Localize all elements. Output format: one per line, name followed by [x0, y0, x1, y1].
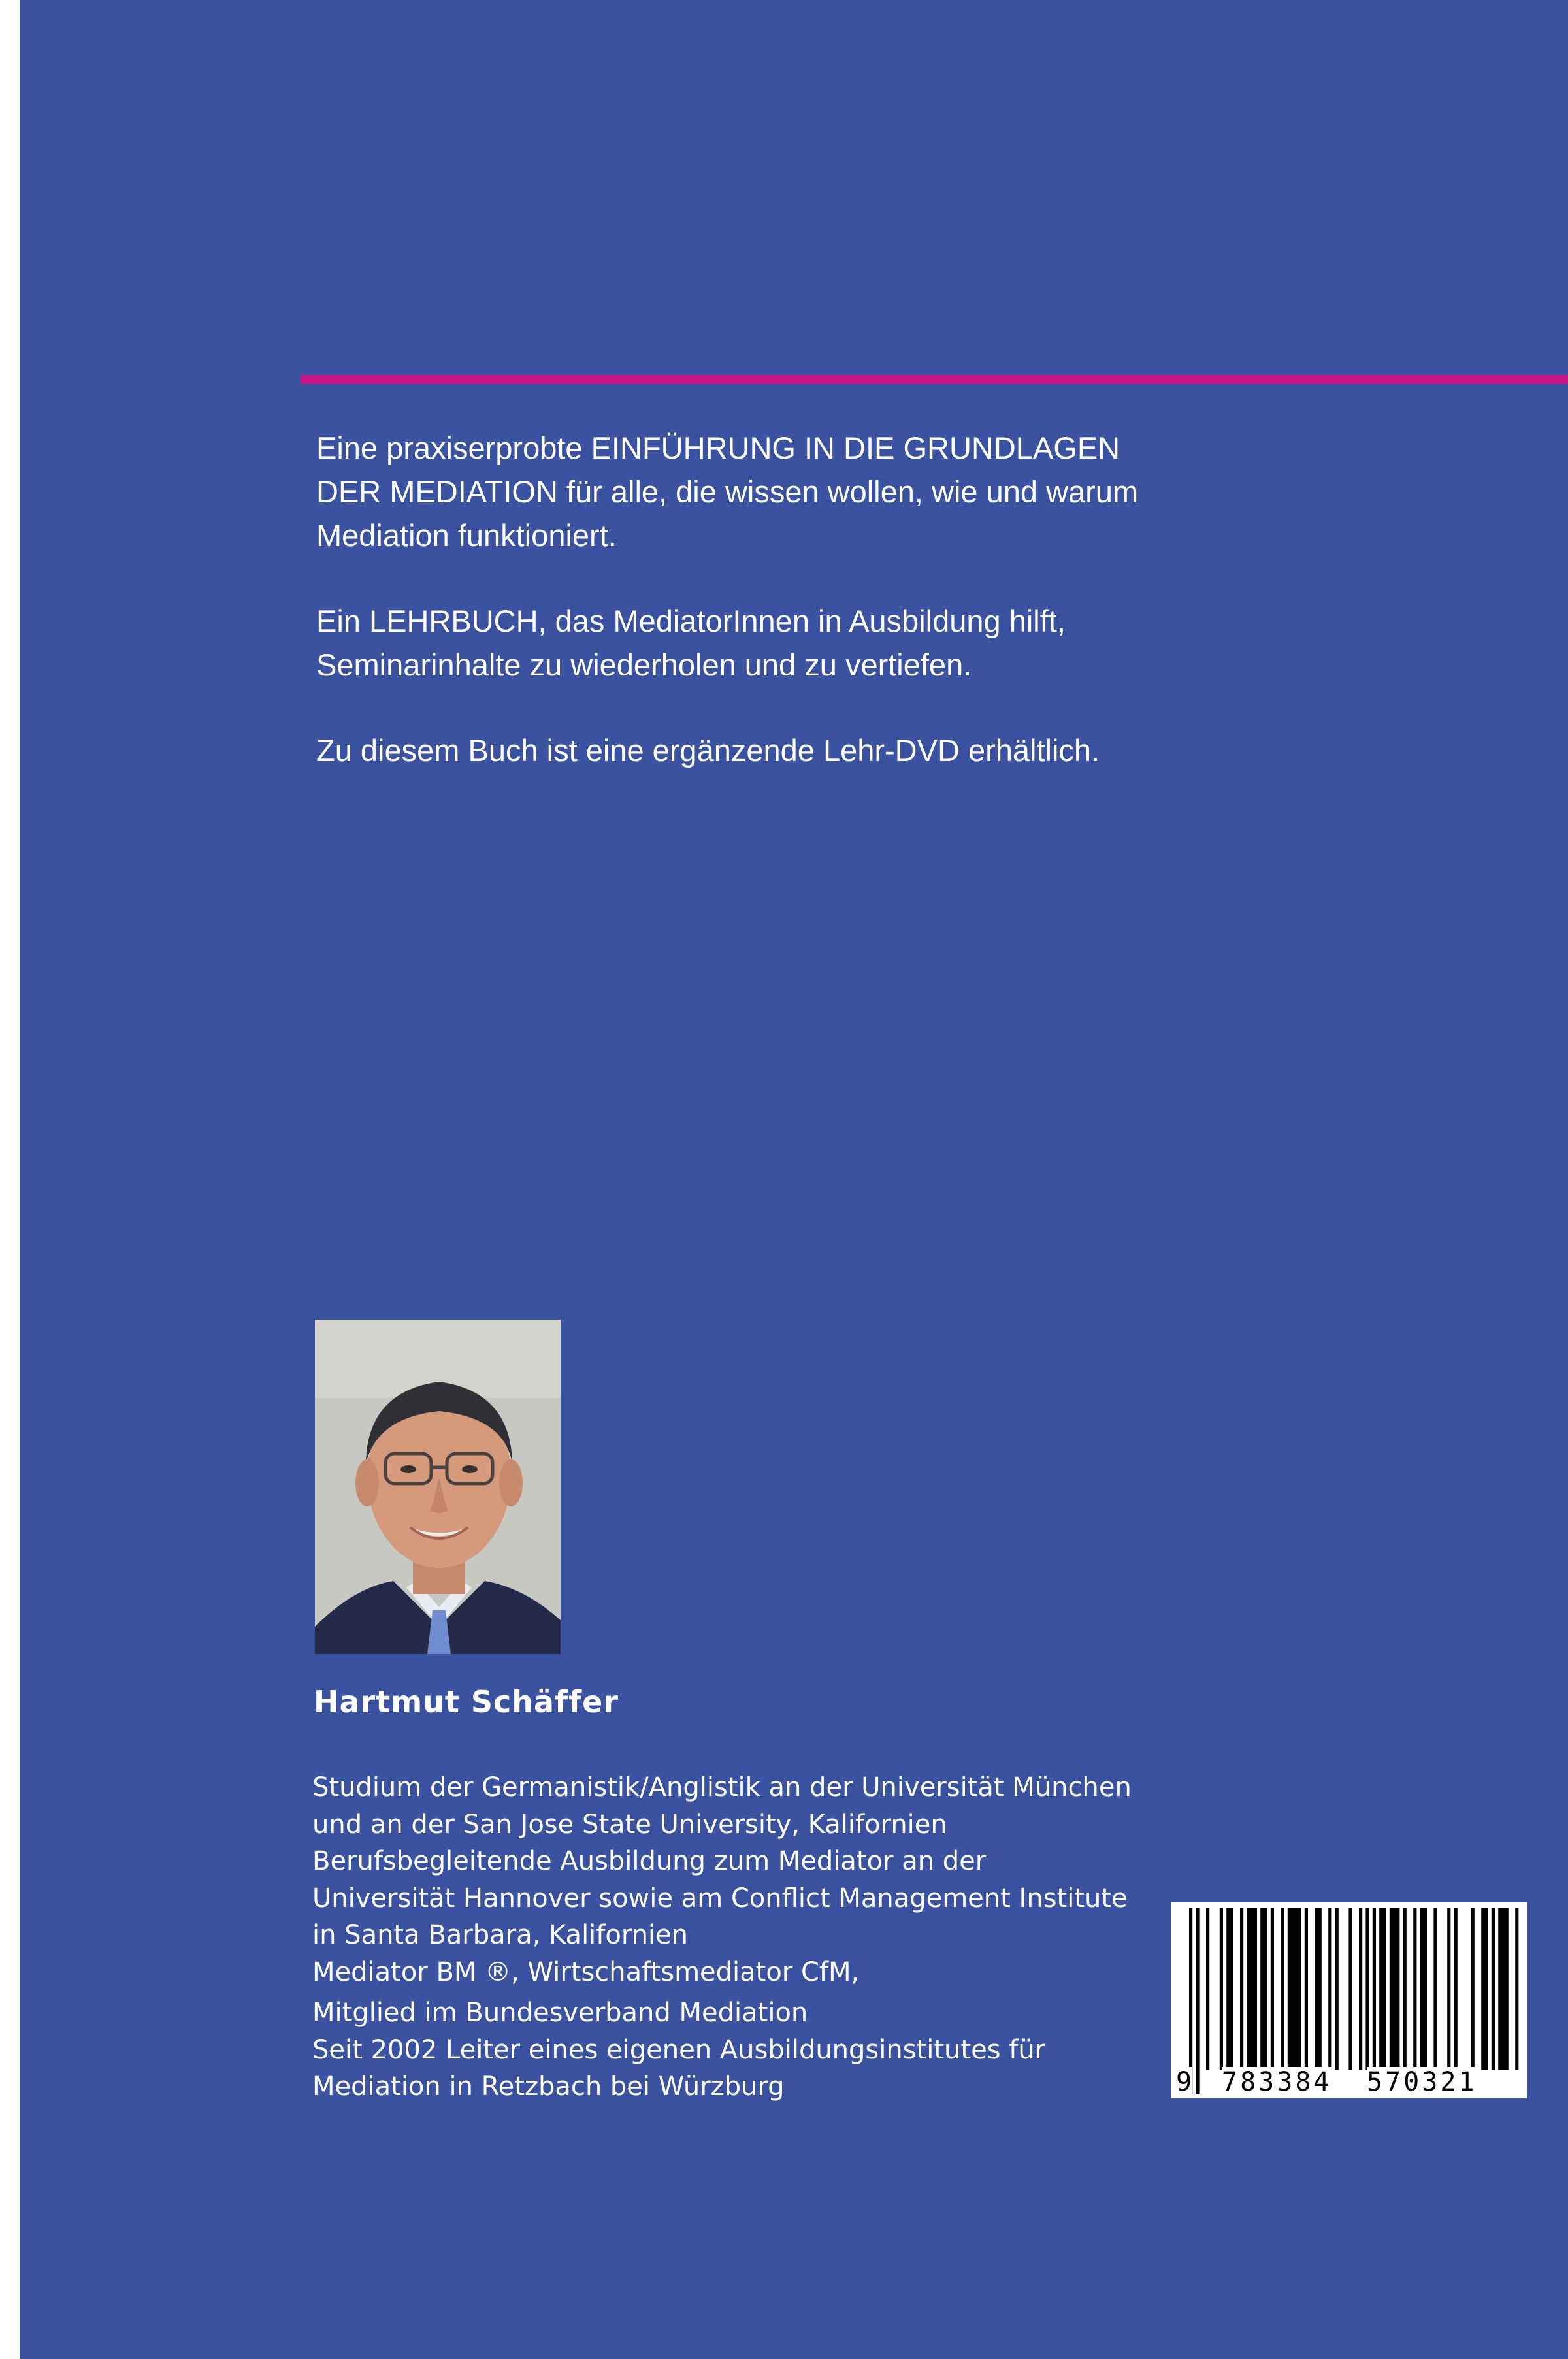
barcode-bar — [1315, 1908, 1321, 2070]
barcode-bar — [1454, 1908, 1458, 2070]
barcode-bar — [1447, 1908, 1450, 2070]
barcode-lead-digit: 9 — [1176, 2067, 1192, 2097]
barcode-bar — [1365, 1908, 1369, 2070]
barcode-bar — [1271, 1908, 1274, 2070]
barcode-bar — [1390, 1908, 1400, 2070]
barcode-bar — [1471, 1908, 1475, 2070]
barcode-bar — [1348, 1908, 1352, 2070]
barcode-bar — [1226, 1908, 1233, 2070]
bio-line: Berufsbegleitende Ausbildung zum Mediator an der — [312, 1846, 987, 1876]
barcode-bar — [1305, 1908, 1308, 2070]
barcode-bar — [1359, 1908, 1362, 2070]
blurb-text — [316, 426, 1362, 814]
author-name: Hartmut Schäffer — [314, 1684, 619, 1719]
barcode-bar — [1433, 1908, 1437, 2070]
barcode-bar — [1220, 1908, 1223, 2070]
accent-line — [301, 375, 1568, 384]
bio-line: Mitglied im Bundesverband Mediation — [312, 1998, 808, 2028]
bio-line: Seit 2002 Leiter eines eigenen Ausbildungsinstitutes für — [312, 2034, 1046, 2065]
barcode-bar — [1206, 1908, 1209, 2070]
barcode-bar — [1492, 1908, 1495, 2070]
barcode-bar — [1515, 1908, 1518, 2070]
barcode-bar — [1260, 1908, 1267, 2070]
barcode-bar — [1240, 1908, 1243, 2070]
barcode-left-group: 783384 — [1222, 2067, 1332, 2097]
barcode-digits — [1171, 2067, 1527, 2098]
blurb-paragraph-textbook: Ein LEHRBUCH, das MediatorInnen in Ausbildung hilft, Seminarinhalte zu wiederholen und zu vertiefen. — [316, 604, 1066, 682]
barcode-bar — [1288, 1908, 1301, 2070]
barcode-bar — [1373, 1908, 1376, 2070]
bio-line: Mediation in Retzbach bei Würzburg — [312, 2072, 785, 2102]
author-bio — [312, 1769, 1162, 2106]
barcode-bar — [1481, 1908, 1488, 2070]
barcode-bar — [1247, 1908, 1257, 2070]
isbn-barcode — [1171, 1902, 1527, 2098]
barcode-bar — [1498, 1908, 1509, 2070]
barcode-bar — [1403, 1908, 1407, 2070]
bio-line: Mediator BM ®, Wirtschaftsmediator CfM, — [312, 1957, 860, 1987]
barcode-bar — [1335, 1908, 1339, 2070]
barcode-bar — [1379, 1908, 1386, 2070]
bio-line: Studium der Germanistik/Anglistik an der Universität München — [312, 1772, 1132, 1802]
barcode-bar — [1281, 1908, 1284, 2070]
blurb-paragraph-intro: Eine praxiserprobte EINFÜHRUNG IN DIE GRUNDLAGEN DER MEDIATION für alle, die wissen wollen, wie und warum Mediation funktioniert. — [316, 431, 1139, 553]
barcode-bar — [1328, 1908, 1331, 2070]
barcode-right-group: 570321 — [1367, 2067, 1477, 2097]
blurb-paragraph-dvd: Zu diesem Buch ist eine ergänzende Lehr-DVD erhältlich. — [316, 733, 1100, 768]
bio-line: in Santa Barbara, Kalifornien — [312, 1920, 689, 1950]
bio-line: Universität Hannover sowie am Conflict Management Institute — [312, 1883, 1128, 1913]
bio-line: und an der San Jose State University, Kalifornien — [312, 1809, 947, 1840]
author-photo — [315, 1320, 561, 1654]
